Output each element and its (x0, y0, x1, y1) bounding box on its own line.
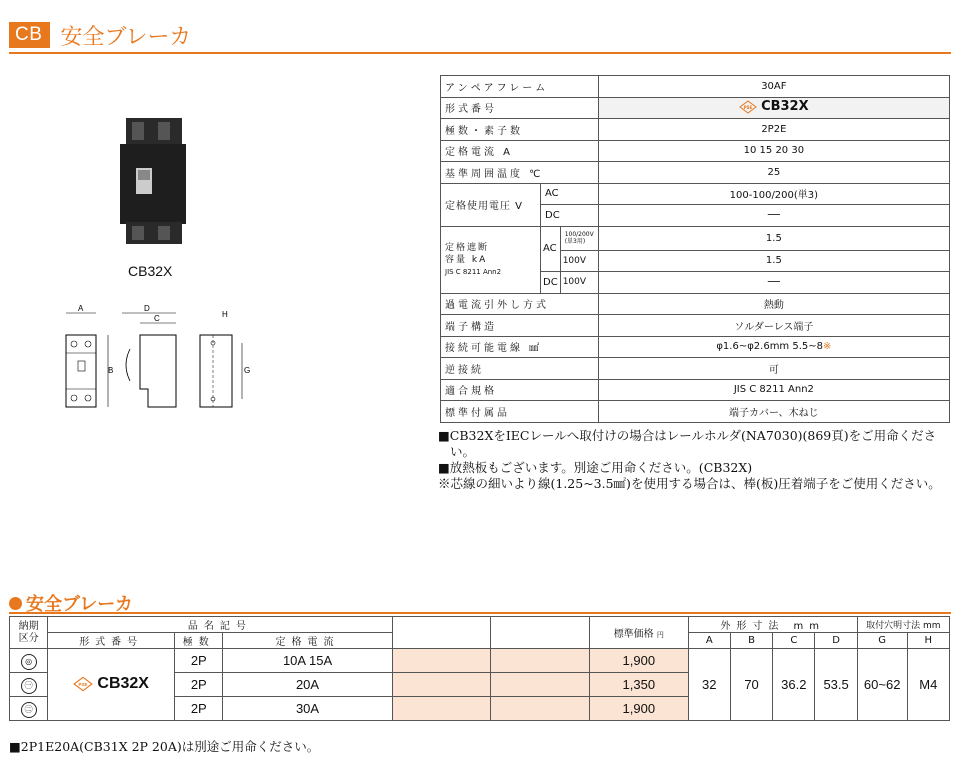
section-title-text: 安全ブレーカ (26, 594, 133, 615)
col-header: 定格電流 (223, 633, 392, 649)
col-blank (491, 617, 590, 649)
blank-cell (491, 649, 590, 673)
spec-model-cell (598, 97, 949, 119)
spec-key: 極数・素子数 (441, 119, 599, 141)
pse-mark-icon (739, 100, 757, 114)
spec-value: 25 (598, 162, 949, 184)
page-title: 安全ブレーカ (60, 24, 192, 50)
note-mark: ※ (823, 341, 832, 353)
section-rule (9, 612, 951, 614)
spec-subkey: 100V (560, 250, 598, 272)
dim-a-cell: 32 (688, 649, 730, 721)
spec-value: 1.5 (598, 250, 949, 272)
spec-value: 1.5 (598, 226, 949, 250)
model-cell (48, 649, 175, 721)
blank-cell (392, 673, 491, 697)
col-header: D (815, 633, 857, 649)
spec-key: 定格遮断 (445, 242, 490, 253)
spec-key: JIS C 8211 Ann2 (445, 267, 502, 276)
dim-d-cell: 53.5 (815, 649, 857, 721)
spec-table (440, 75, 950, 423)
dim-h-label: H (222, 310, 228, 319)
col-header: 品名記号 (48, 617, 392, 633)
blank-cell (491, 673, 590, 697)
model-name: CB32X (97, 674, 149, 692)
col-header: G (857, 633, 907, 649)
spec-value: 端子カバー、木ねじ (598, 401, 949, 423)
spec-subkey: AC (541, 226, 561, 272)
col-delivery (10, 617, 48, 649)
yen-unit: 円 (656, 631, 664, 639)
delivery-mark: ㊀ (10, 673, 48, 697)
dimension-drawing (58, 305, 258, 415)
spec-subkey: DC (541, 272, 561, 294)
spec-value: CB32X (761, 99, 809, 114)
price-cell: 1,900 (589, 697, 688, 721)
note-item: ■CB32XをIECレールへ取付けの場合はレールホルダ(NA7030)(869頁)をご用命ください。 (438, 428, 937, 459)
col-header: 納期 (18, 620, 39, 632)
col-header: B (730, 633, 772, 649)
header-rule (9, 52, 951, 54)
spec-subkey: DC (541, 205, 599, 227)
poles-cell: 2P (175, 673, 223, 697)
spec-value: ── (598, 272, 949, 294)
col-header: 区分 (18, 632, 39, 644)
spec-key: 容量 kA (445, 254, 488, 265)
bullet-icon (9, 597, 22, 610)
pse-mark-text: PSE (78, 681, 88, 687)
spec-wire-cell (598, 336, 949, 358)
blank-cell (392, 649, 491, 673)
note-item: ※芯線の細いより線(1.25~3.5㎟)を使用する場合は、棒(板)圧着端子をご使用ください。 (438, 476, 941, 491)
spec-key-breaking (441, 226, 541, 293)
spec-subkey: AC (541, 183, 599, 205)
spec-key: 接続可能電線 ㎟ (441, 336, 599, 358)
spec-key: 標準付属品 (441, 401, 599, 423)
dim-g-label: G (244, 366, 251, 375)
spec-key: 定格使用電圧 V (441, 183, 541, 226)
spec-value: JIS C 8211 Ann2 (598, 379, 949, 401)
col-header: 標準価格 (613, 629, 654, 640)
category-tag: CB (9, 22, 50, 48)
spec-value: 2P2E (598, 119, 949, 141)
spec-value: ソルダーレス端子 (598, 315, 949, 337)
spec-key: 基準周囲温度 ℃ (441, 162, 599, 184)
page-header (9, 20, 191, 50)
product-image (118, 118, 188, 248)
spec-value: φ1.6~φ2.6mm 5.5~8 (716, 341, 823, 353)
rated-cell: 10A 15A (223, 649, 392, 673)
spec-key: 逆接続 (441, 358, 599, 380)
dim-h-cell: M4 (907, 649, 949, 721)
table-row (10, 649, 950, 673)
col-header: A (688, 633, 730, 649)
spec-value: 熱動 (598, 293, 949, 315)
spec-value: 30AF (598, 76, 949, 98)
spec-key: 端子構造 (441, 315, 599, 337)
delivery-mark: ㊁ (10, 697, 48, 721)
spec-value: 可 (598, 358, 949, 380)
spec-value: ── (598, 205, 949, 227)
poles-cell: 2P (175, 649, 223, 673)
dim-b-cell: 70 (730, 649, 772, 721)
footnote: ■2P1E20A(CB31X 2P 20A)は別途ご用命ください。 (9, 739, 320, 754)
col-header: H (907, 633, 949, 649)
pse-mark-text: PSE (743, 104, 753, 110)
spec-key: 適合規格 (441, 379, 599, 401)
col-blank (392, 617, 491, 649)
poles-cell: 2P (175, 697, 223, 721)
notes (438, 428, 950, 492)
price-table (9, 616, 950, 721)
dim-g-cell: 60~62 (857, 649, 907, 721)
price-cell: 1,900 (589, 649, 688, 673)
spec-value: 100-100/200(単3) (598, 183, 949, 205)
spec-key: 形式番号 (441, 97, 599, 119)
blank-cell (491, 697, 590, 721)
col-header: 形式番号 (48, 633, 175, 649)
spec-value: 10 15 20 30 (598, 140, 949, 162)
rated-cell: 20A (223, 673, 392, 697)
product-caption: CB32X (128, 263, 173, 279)
col-header: C (773, 633, 815, 649)
spec-key: アンペアフレーム (441, 76, 599, 98)
col-header: 外形寸法 mm (688, 617, 857, 633)
col-price-header (589, 617, 688, 649)
blank-cell (392, 697, 491, 721)
note-item: ■放熱板もございます。別途ご用命ください。(CB32X) (438, 460, 753, 475)
col-header: 取付穴明寸法 mm (857, 617, 949, 633)
dim-d-label: D (144, 305, 150, 313)
price-cell: 1,350 (589, 673, 688, 697)
spec-key: 過電流引外し方式 (441, 293, 599, 315)
dim-a-label: A (78, 305, 84, 313)
delivery-mark: ◎ (10, 649, 48, 673)
spec-key: 定格電流 A (441, 140, 599, 162)
col-header: 極数 (175, 633, 223, 649)
pse-mark-icon (73, 676, 93, 692)
dim-c-label: C (154, 314, 160, 323)
spec-subkey: 100/200V (単3用) (560, 226, 598, 250)
dim-c-cell: 36.2 (773, 649, 815, 721)
dim-b-label: B (108, 366, 114, 375)
spec-subkey: 100V (560, 272, 598, 294)
rated-cell: 30A (223, 697, 392, 721)
